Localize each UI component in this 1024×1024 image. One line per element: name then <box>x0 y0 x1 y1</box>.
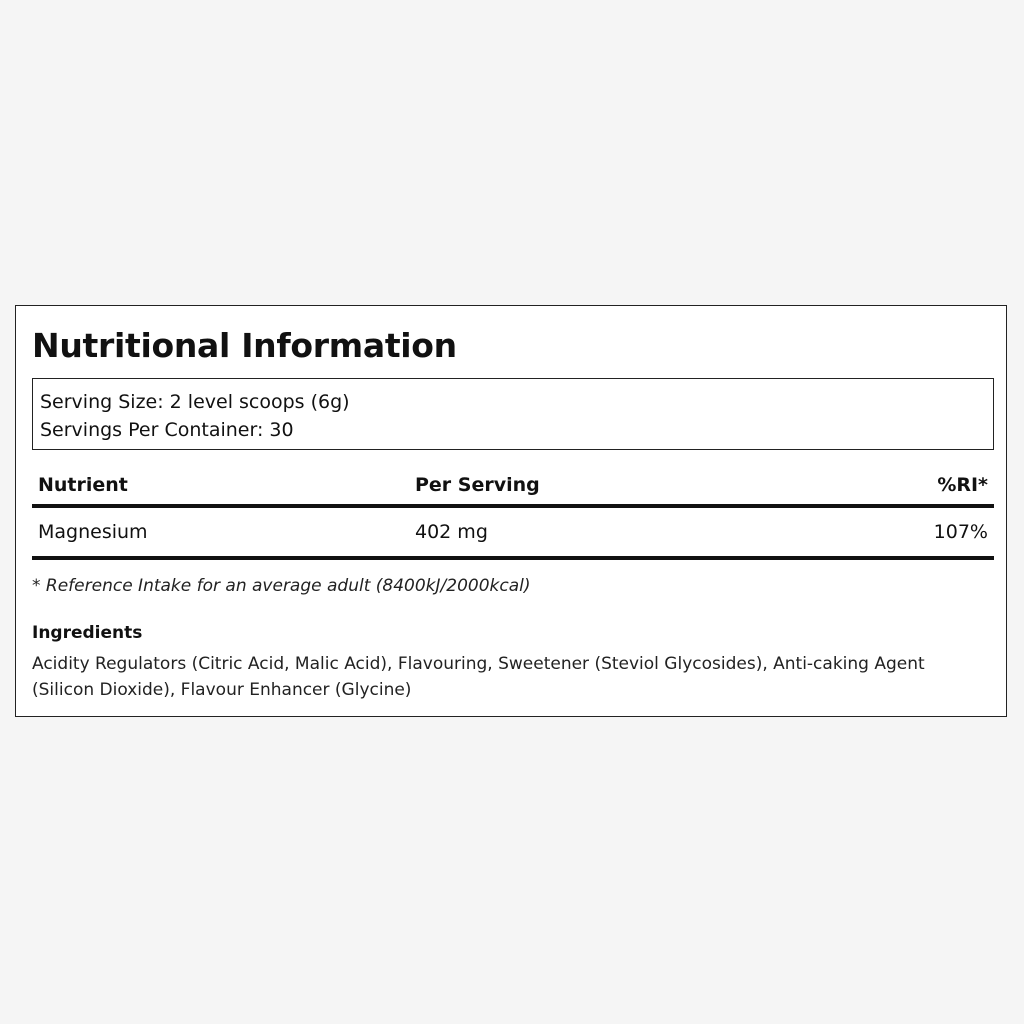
page-title: Nutritional Information <box>32 326 457 365</box>
header-nutrient: Nutrient <box>38 474 128 496</box>
header-per-serving: Per Serving <box>415 474 540 496</box>
nutrition-panel <box>15 305 1007 717</box>
nutrient-ri: 107% <box>933 521 988 543</box>
ingredients-text: Acidity Regulators (Citric Acid, Malic Acid), Flavouring, Sweetener (Steviol Glycosides), Anti-caking Agent (Silicon Dioxide), Flavour Enhancer (Glycine) <box>32 654 925 700</box>
servings-per-container: Servings Per Container: 30 <box>40 419 294 441</box>
nutrient-table <box>32 466 994 560</box>
ri-footnote: * Reference Intake for an average adult (8400kJ/2000kcal) <box>32 576 531 596</box>
nutrient-per-serving: 402 mg <box>415 521 488 543</box>
table-header-row <box>32 466 994 508</box>
header-ri: %RI* <box>937 474 988 496</box>
nutrient-name: Magnesium <box>38 521 148 543</box>
ingredients-heading: Ingredients <box>32 623 143 643</box>
serving-size: Serving Size: 2 level scoops (6g) <box>40 391 350 413</box>
table-row <box>32 508 994 560</box>
serving-info-box <box>32 378 994 450</box>
